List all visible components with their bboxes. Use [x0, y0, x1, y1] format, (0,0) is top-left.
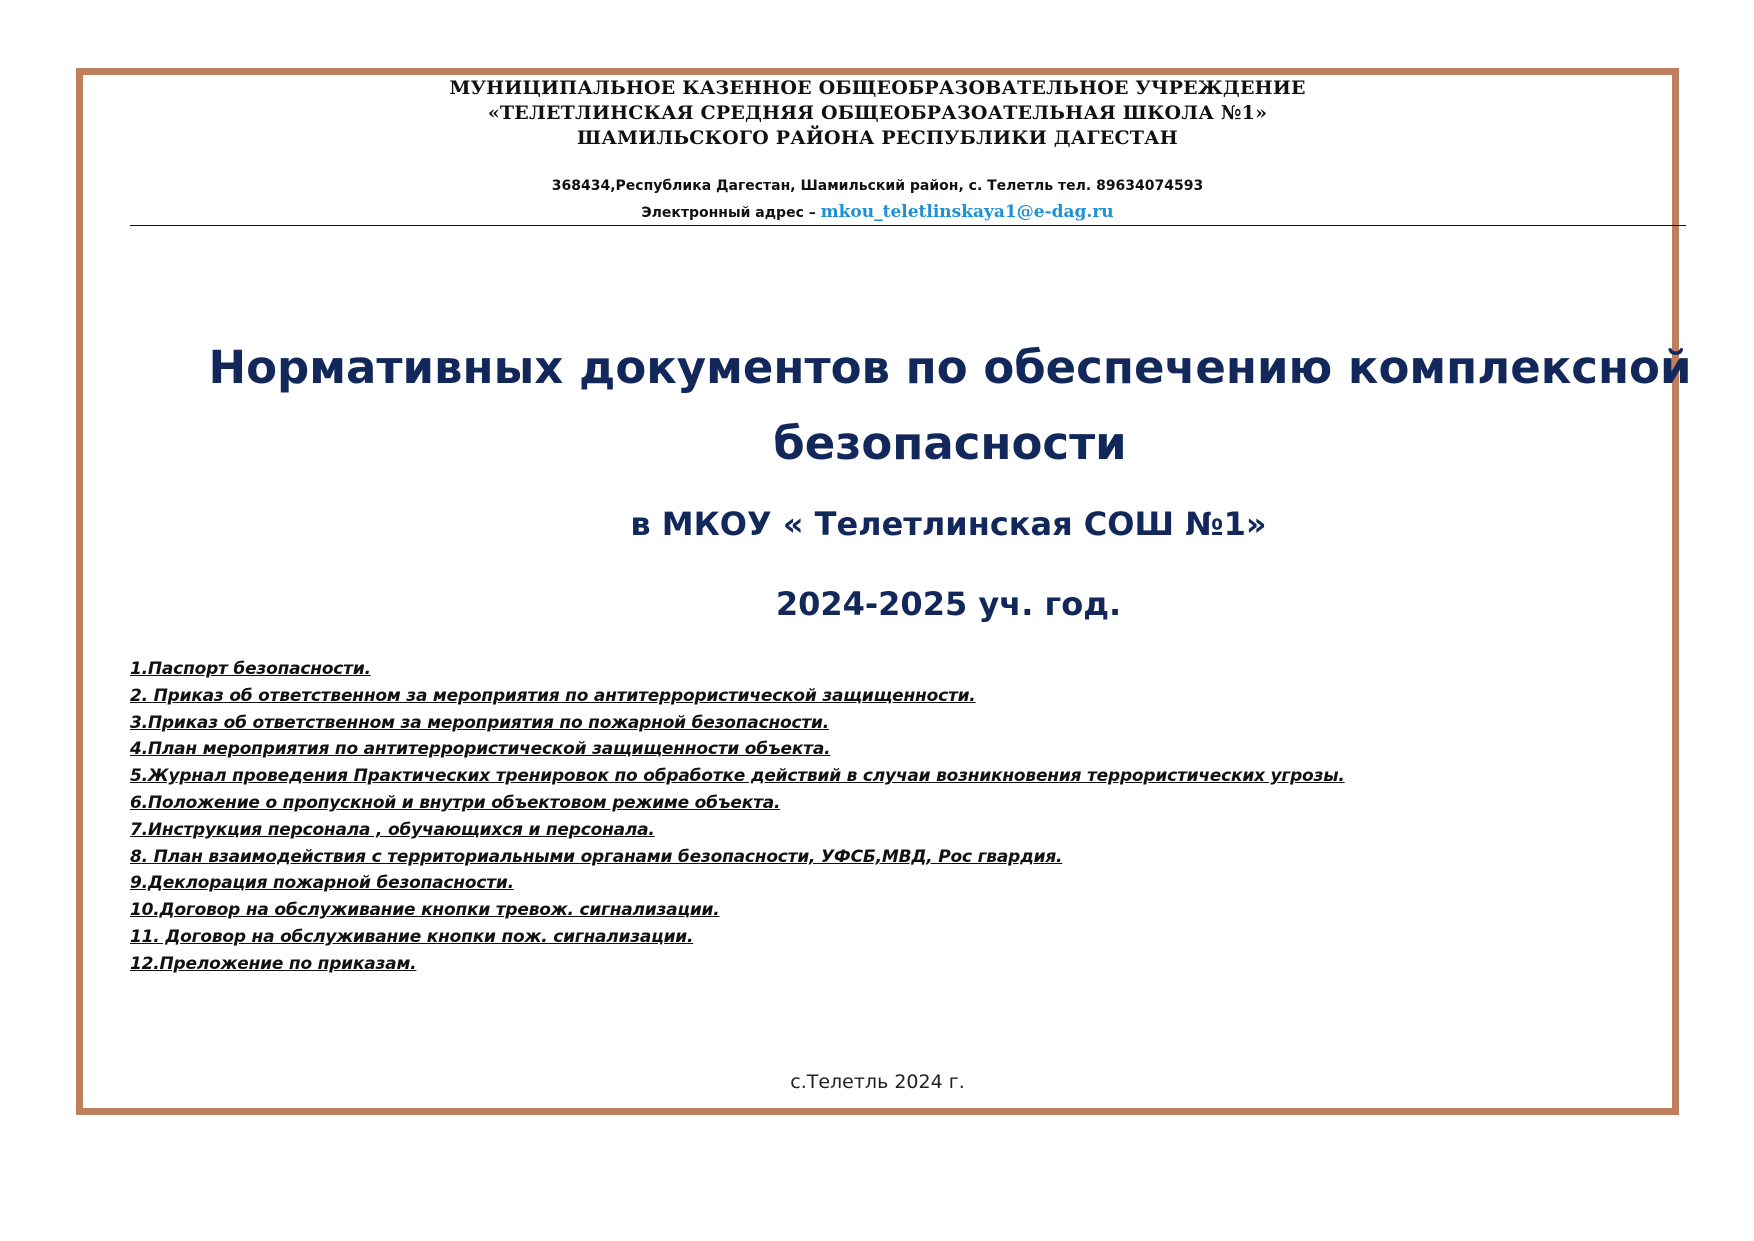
- list-item[interactable]: 3.Приказ об ответственном за мероприятия по пожарной безопасности.: [130, 712, 829, 733]
- list-item[interactable]: 4.План мероприятия по антитеррористической защищенности объекта.: [130, 739, 831, 760]
- documents-list: [130, 656, 1345, 978]
- list-item[interactable]: 1.Паспорт безопасности.: [130, 659, 371, 679]
- header-divider: [130, 225, 1686, 226]
- email-line: [76, 202, 1679, 222]
- org-name-line-1: МУНИЦИПАЛЬНОЕ КАЗЕННОЕ ОБЩЕОБРАЗОВАТЕЛЬНОЕ УЧРЕЖДЕНИЕ: [449, 77, 1306, 99]
- list-item[interactable]: 6.Положение о пропускной и внутри объектовом режиме объекта.: [130, 792, 781, 813]
- list-item[interactable]: 9.Деклорация пожарной безопасности.: [130, 873, 514, 894]
- document-title: [200, 330, 1700, 482]
- title-line-2: безопасности: [773, 417, 1127, 470]
- list-item[interactable]: 8. План взаимодействия с территориальными органами безопасности, УФСБ,МВД, Рос гвардия.: [130, 846, 1063, 867]
- postal-address: 368434,Республика Дагестан, Шамильский район, с. Телетль тел. 89634074593: [551, 178, 1204, 194]
- school-subtitle: в МКОУ « Телетлинская СОШ №1»: [630, 505, 1267, 543]
- letterhead: [76, 76, 1679, 222]
- list-item[interactable]: 11. Договор на обслуживание кнопки пож. сигнализации.: [130, 926, 694, 947]
- list-item[interactable]: 5.Журнал проведения Практических тренировок по обработке действий в случаи возникновения террористических угрозы.: [130, 766, 1345, 787]
- list-item[interactable]: 10.Договор на обслуживание кнопки тревож. сигнализации.: [130, 900, 720, 921]
- title-line-1: Нормативных документов по обеспечению комплексной: [208, 341, 1692, 394]
- org-name-line-2: «ТЕЛЕТЛИНСКАЯ СРЕДНЯЯ ОБЩЕОБРАЗОАТЕЛЬНАЯ ШКОЛА №1»: [487, 102, 1268, 124]
- email-link[interactable]: mkou_teletlinskaya1@e-dag.ru: [820, 202, 1114, 222]
- list-item[interactable]: 2. Приказ об ответственном за мероприятия по антитеррористической защищенности.: [130, 685, 976, 706]
- list-item[interactable]: 7.Инструкция персонала , обучающихся и персонала.: [130, 819, 655, 840]
- place-date-footer: с.Телетль 2024 г.: [790, 1071, 965, 1093]
- org-name-line-3: ШАМИЛЬСКОГО РАЙОНА РЕСПУБЛИКИ ДАГЕСТАН: [577, 127, 1178, 149]
- email-label: Электронный адрес –: [641, 205, 821, 221]
- academic-year: 2024-2025 уч. год.: [775, 585, 1122, 623]
- list-item[interactable]: 12.Преложение по приказам.: [130, 953, 417, 974]
